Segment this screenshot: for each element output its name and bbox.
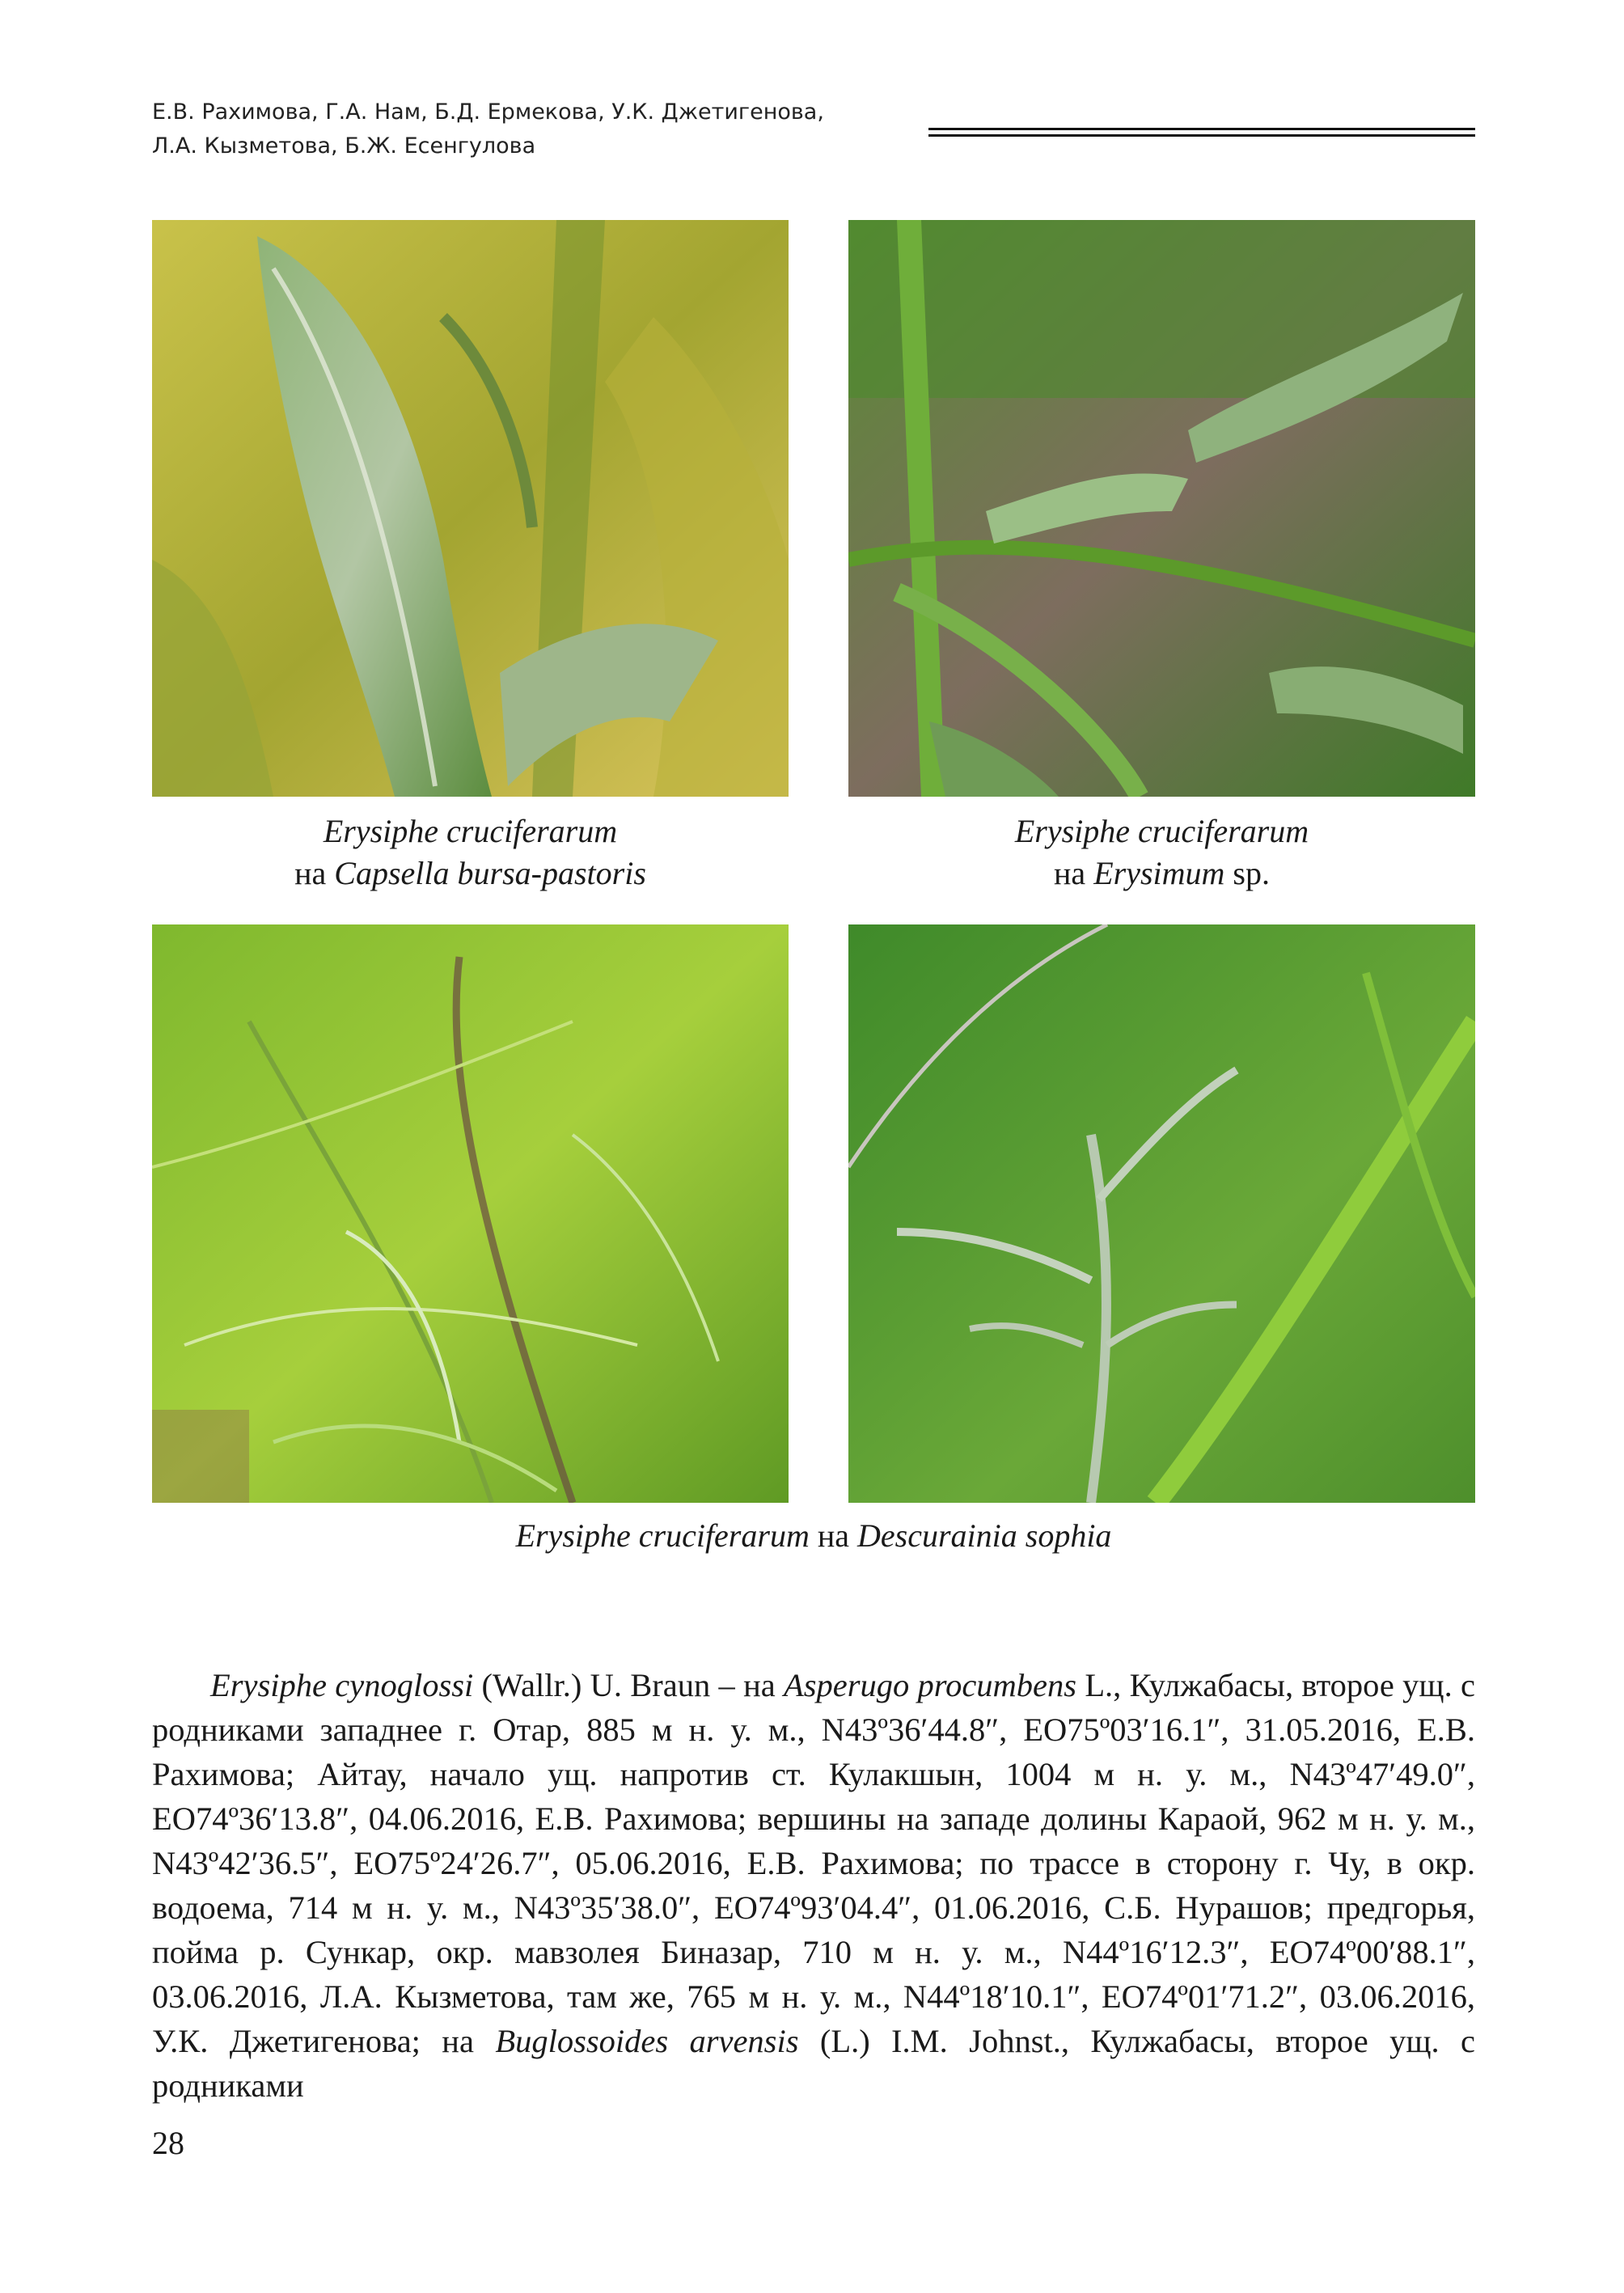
header-authors-line1: Е.В. Рахимова, Г.А. Нам, Б.Д. Ермекова, У.К. Джетигенова,	[152, 99, 824, 125]
caption-2-host-suffix: sp.	[1224, 855, 1270, 891]
caption-3-host: Descurainia sophia	[857, 1517, 1112, 1554]
body-text-1: (Wallr.) U. Braun – на	[473, 1667, 785, 1703]
caption-1-species: Erysiphe cruciferarum	[323, 813, 618, 849]
caption-2-host: Erysimum	[1093, 855, 1225, 891]
figure-caption-2	[848, 810, 1475, 895]
figure-caption-3	[152, 1515, 1475, 1557]
caption-1-host: Capsella bursa-pastoris	[334, 855, 646, 891]
running-header	[152, 95, 880, 163]
body-text-2: L., Кулжабасы, второе ущ. с родниками западнее г. Отар, 885 м н. у. м., N43º36′44.8″, EO75º03′16.1″, 31.05.2016, Е.В. Рахимова; Айтау, начало ущ. напротив ст. Кулакшын, 1004 м н. у. м., N43º47′49.0″, EO74º36′13.8″, 04.06.2016, Е.В. Рахимова; вершины на западе долины Караой, 962 м н. у. м., N43º42′36.5″, EO75º24′26.7″, 05.06.2016, Е.В. Рахимова; по трассе в сторону г. Чу, в окр. водоема, 714 м н. у. м., N43º35′38.0″, EO74º93′04.4″, 01.06.2016, С.Б. Нурашов; предгорья, пойма р. Сункар, окр. мавзолея Биназар, 710 м н. у. м., N44º16′12.3″, EO74º00′88.1″, 03.06.2016, Л.А. Кызметова, там же, 765 м н. у. м., N44º18′10.1″, EO74º01′71.2″, 03.06.2016, У.К. Джетигенова; на	[152, 1667, 1475, 2059]
caption-1-prep: на	[294, 855, 327, 891]
photo-descurainia-plant-1	[152, 924, 789, 1503]
body-paragraph	[152, 1663, 1475, 2108]
photo-descurainia-plant-2	[848, 924, 1475, 1503]
host-asperugo-procumbens: Asperugo procumbens	[784, 1667, 1077, 1703]
caption-3-species: Erysiphe cruciferarum	[515, 1517, 810, 1554]
caption-2-species: Erysiphe cruciferarum	[1014, 813, 1309, 849]
photo-erysimum-plant	[848, 220, 1475, 797]
caption-2-prep: на	[1054, 855, 1086, 891]
page-number: 28	[152, 2125, 184, 2161]
body-text-3: (L.) I.M. Johnst., Кулжабасы, второе ущ. с родниками	[152, 2023, 1475, 2104]
header-double-rule	[928, 128, 1475, 137]
caption-3-prep: на	[817, 1517, 849, 1554]
host-buglossoides-arvensis: Buglossoides arvensis	[495, 2023, 799, 2059]
figure-caption-1	[152, 810, 789, 895]
species-erysiphe-cynoglossi: Erysiphe cynoglossi	[210, 1667, 474, 1703]
photo-capsella-leaf	[152, 220, 789, 797]
header-authors-line2: Л.А. Кызметова, Б.Ж. Есенгулова	[152, 133, 536, 159]
